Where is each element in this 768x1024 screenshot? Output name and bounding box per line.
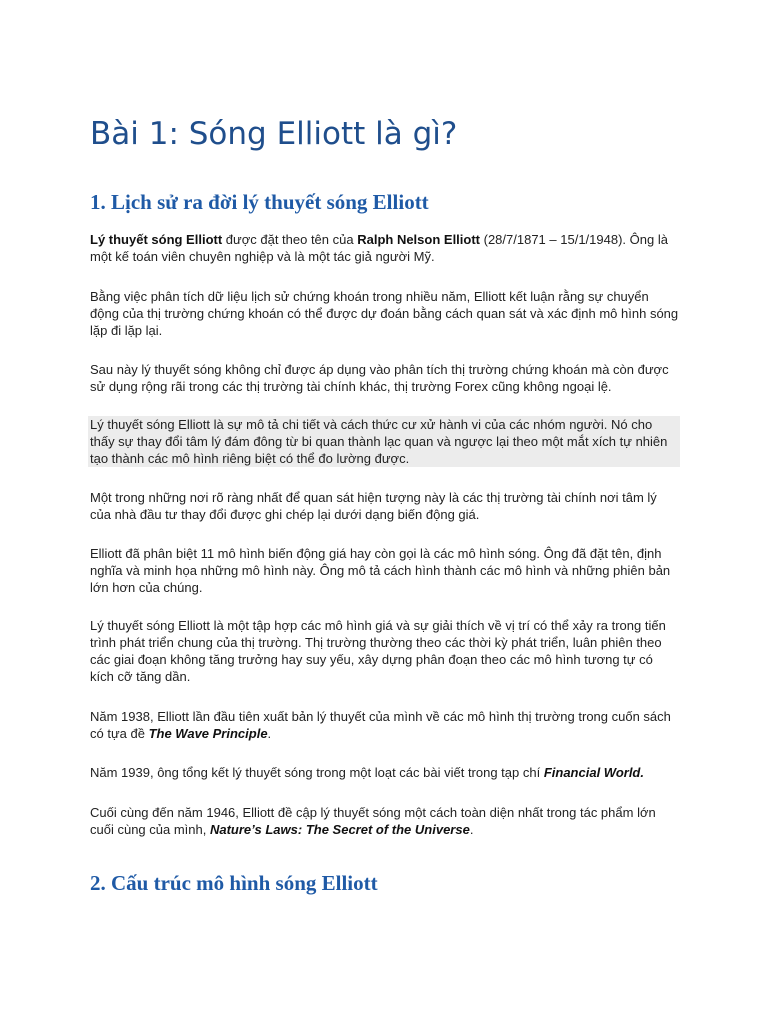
term-elliott-wave-theory: Lý thuyết sóng Elliott xyxy=(90,232,223,247)
paragraph-intro xyxy=(90,231,680,265)
paragraph-text: Năm 1939, ông tổng kết lý thuyết sóng trong một loạt các bài viết trong tạp chí xyxy=(90,765,544,780)
book-title-wave-principle: The Wave Principle xyxy=(148,726,268,741)
paragraph-application: Sau này lý thuyết sóng không chỉ được áp dụng vào phân tích thị trường chứng khoán mà còn được sử dụng rộng rãi trong các thị trường tài chính khác, thị trường Forex cũng không ngoại lệ. xyxy=(90,362,669,394)
paragraph-text: (28/7/1871 – 15/1/1948). Ông là một kế toán viên chuyên nghiệp và là một tác giả người Mỹ. xyxy=(90,232,668,264)
paragraph-1939 xyxy=(90,764,680,781)
paragraph-eleven-patterns: Elliott đã phân biệt 11 mô hình biến động giá hay còn gọi là các mô hình sóng. Ông đã đặt tên, định nghĩa và minh họa những mô hình này. Ông mô tả cách hình thành các mô hình và những phiên bản lớn hơn của chúng. xyxy=(90,546,671,595)
paragraph-1946 xyxy=(90,804,680,838)
book-title-natures-laws: Nature’s Laws: The Secret of the Universe xyxy=(209,822,470,837)
paragraph-highlighted-description: Lý thuyết sóng Elliott là sự mô tả chi tiết và cách thức cư xử hành vi của các nhóm người. Nó cho thấy sự thay đổi tâm lý đám đông từ bi quan thành lạc quan và ngược lại theo một mắt xích tự nhiên tạo thành các mô hình riêng biệt có thể đo lường được. xyxy=(88,416,680,467)
paragraph-text: . xyxy=(469,822,474,837)
paragraph-text: Cuối cùng đến năm 1946, Elliott đề cập lý thuyết sóng một cách toàn diện nhất trong tác phẩm lớn cuối cùng của mình, xyxy=(90,805,656,837)
paragraph-1938 xyxy=(90,708,680,742)
document-title: Bài 1: Sóng Elliott là gì? xyxy=(90,116,458,152)
paragraph-text: Năm 1938, Elliott lần đầu tiên xuất bản lý thuyết của mình về các mô hình thị trường trong cuốn sách có tựa đề xyxy=(90,709,671,741)
section-heading-structure: 2. Cấu trúc mô hình sóng Elliott xyxy=(90,871,378,895)
paragraph-text: được đặt theo tên của xyxy=(222,232,358,247)
section-heading-history: 1. Lịch sử ra đời lý thuyết sóng Elliott xyxy=(90,190,429,214)
paragraph-analysis: Bằng việc phân tích dữ liệu lịch sử chứng khoán trong nhiều năm, Elliott kết luận rằng sự chuyển động của thị trường chứng khoán có thể được dự đoán bằng cách quan sát và xác định mô hình sóng lặp đi lặp lại. xyxy=(90,289,679,338)
author-name: Ralph Nelson Elliott xyxy=(357,232,481,247)
paragraph-price-patterns: Lý thuyết sóng Elliott là một tập hợp các mô hình giá và sự giải thích về vị trí có thể xảy ra trong tiến trình phát triển chung của thị trường. Thị trường thường theo các thời kỳ phát triển, luân phiên theo các giai đoạn không tăng trưởng hay suy yếu, xây dựng phân đoạn theo các mô hình tương tự có kích cỡ tăng dần. xyxy=(90,618,666,684)
magazine-title-financial-world: Financial World. xyxy=(543,765,644,780)
paragraph-markets: Một trong những nơi rõ ràng nhất để quan sát hiện tượng này là các thị trường tài chính nơi tâm lý của nhà đầu tư thay đổi được ghi chép lại dưới dạng biến động giá. xyxy=(90,490,657,522)
paragraph-text: . xyxy=(267,726,272,741)
